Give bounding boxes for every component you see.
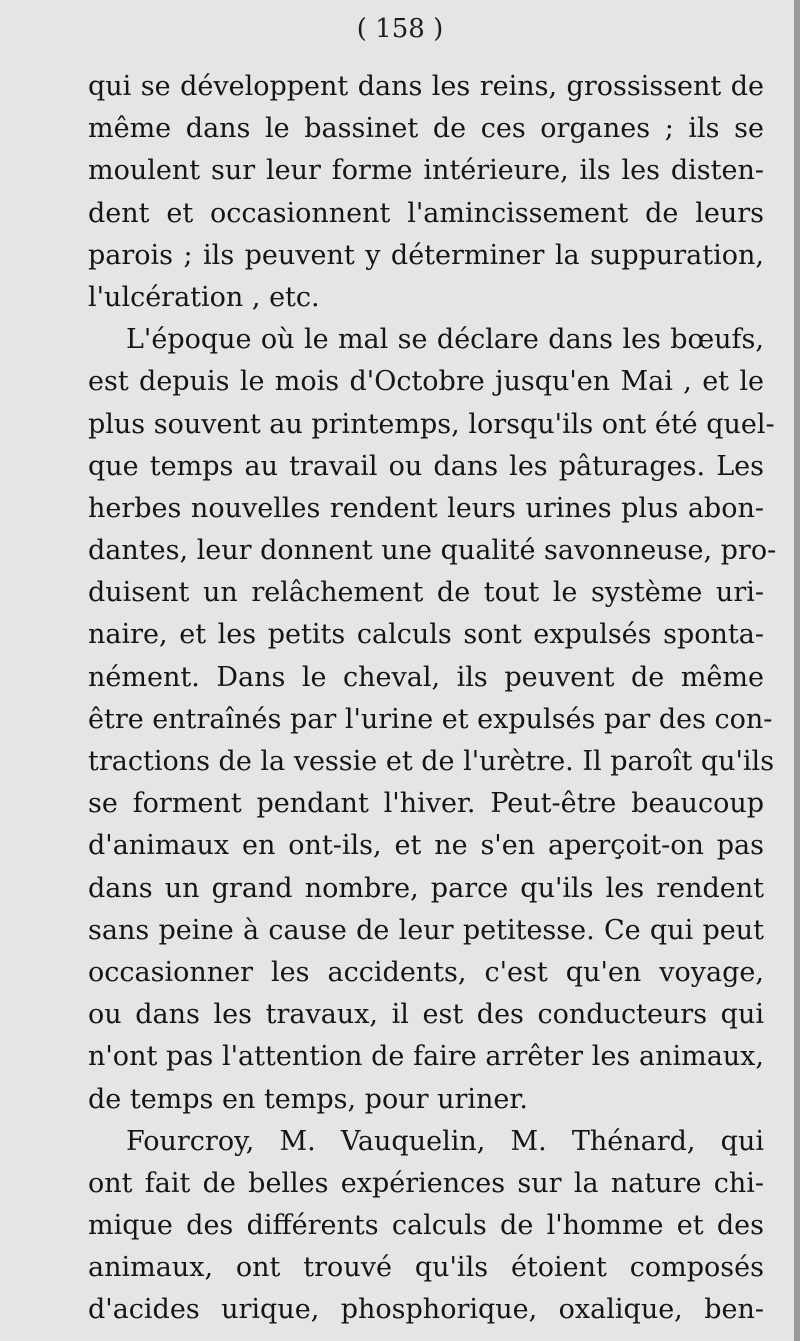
- text-line: parois ; ils peuvent y déterminer la suppuration,: [88, 239, 764, 271]
- text-line: mique des différents calculs de l'homme et des: [88, 1210, 764, 1242]
- text-line: n'ont pas l'attention de faire arrêter les animaux,: [88, 1041, 764, 1073]
- text-line: ou dans les travaux, il est des conducteurs qui: [88, 999, 764, 1031]
- text-line: dans un grand nombre, parce qu'ils les rendent: [88, 872, 764, 904]
- page-number: ( 158 ): [356, 14, 444, 44]
- text-line: herbes nouvelles rendent leurs urines plus abon-: [88, 492, 764, 524]
- text-line: nément. Dans le cheval, ils peuvent de même: [88, 661, 764, 693]
- text-line: se forment pendant l'hiver. Peut-être beaucoup: [88, 788, 764, 820]
- text-line: qui se développent dans les reins, grossissent de: [88, 71, 764, 102]
- text-line: occasionner les accidents, c'est qu'en voyage,: [88, 956, 764, 988]
- text-line: l'ulcération , etc.: [88, 281, 320, 313]
- text-line: plus souvent au printemps, lorsqu'ils ont été quel-: [88, 408, 775, 440]
- text-line: est depuis le mois d'Octobre jusqu'en Mai , et le: [88, 366, 764, 398]
- text-line: animaux, ont trouvé qu'ils étoient composés: [88, 1252, 764, 1284]
- text-line: duisent un relâchement de tout le système uri-: [88, 577, 764, 609]
- text-line: L'époque où le mal se déclare dans les bœufs,: [126, 324, 764, 356]
- text-line: tractions de la vessie et de l'urètre. Il paroît qu'ils: [88, 746, 775, 777]
- text-line: dent et occasionnent l'amincissement de leurs: [88, 197, 764, 229]
- text-line: que temps au travail ou dans les pâturages. Les: [88, 450, 764, 482]
- text-line: même dans le bassinet de ces organes ; ils se: [88, 113, 764, 145]
- text-line: dantes, leur donnent une qualité savonneuse, pro-: [88, 535, 777, 567]
- text-line: Fourcroy, M. Vauquelin, M. Thénard, qui: [126, 1125, 764, 1157]
- page-edge-shadow: [794, 0, 800, 1341]
- text-line: être entraînés par l'urine et expulsés par des con-: [88, 703, 773, 735]
- text-line: d'acides urique, phosphorique, oxalique, ben-: [88, 1294, 764, 1326]
- body-text: [88, 66, 777, 1332]
- text-line: naire, et les petits calculs sont expulsés sponta-: [88, 619, 764, 651]
- text-line: moulent sur leur forme intérieure, ils les disten-: [88, 155, 764, 187]
- text-line: de temps en temps, pour uriner.: [88, 1083, 528, 1115]
- text-line: ont fait de belles expériences sur la nature chi-: [88, 1167, 764, 1199]
- text-line: d'animaux en ont-ils, et ne s'en aperçoit-on pas: [88, 830, 764, 862]
- text-line: sans peine à cause de leur petitesse. Ce qui peut: [88, 914, 764, 946]
